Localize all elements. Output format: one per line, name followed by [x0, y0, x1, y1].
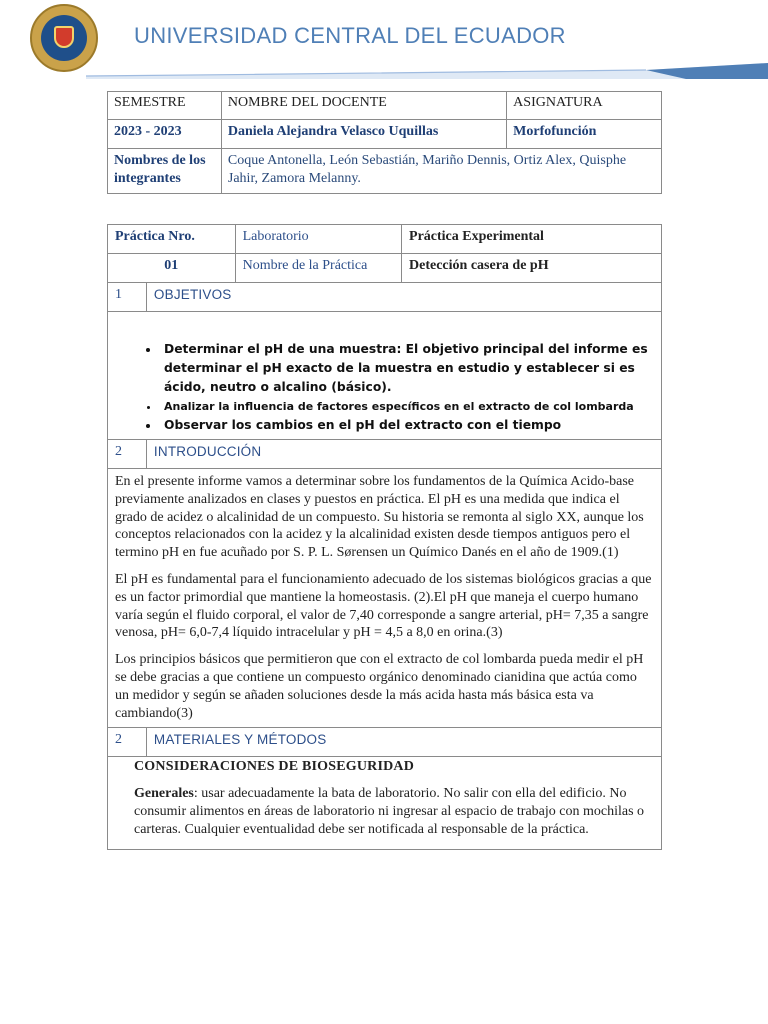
objetivos-list [114, 340, 655, 435]
document-header [0, 0, 768, 80]
generales-label: Generales [134, 786, 194, 802]
university-name: UNIVERSIDAD CENTRAL DEL ECUADOR [134, 23, 566, 48]
header-docente: NOMBRE DEL DOCENTE [221, 92, 506, 120]
intro-paragraph: Los principios básicos que permitieron que con el extracto de col lombarda pueda medir el pH se debe gracias a que contiene un compuesto orgánico denominado cianidina que actúa como un medidor y según se añaden soluciones desde la más acida hasta más básica esta va cambiando(3) [115, 652, 644, 721]
practice-table [107, 224, 662, 850]
members-label: Nombres de los integrantes [108, 149, 222, 194]
members-list: Coque Antonella, León Sebastián, Mariño Dennis, Ortiz Alex, Quisphe Jahir, Zamora Melanny. [221, 149, 661, 194]
intro-paragraph: En el presente informe vamos a determinar sobre los fundamentos de la Química Acido-base previamente analizados en clases y puestos en práctica. El pH es una medida que indica el grado de acidez o alcalinidad de un compuesto. Su historia se remonta al siglo XX, aunque los conceptos relacionados con la acidez y la alcalinidad existen desde tiempos antiguos pero el termino pH en fue acuñado por S. P. L. Sørensen un Químico Danés en el año de 1909.(1) [115, 474, 644, 561]
info-table [107, 91, 662, 194]
section-introduccion-title: INTRODUCCIÓN [146, 440, 661, 469]
nombre-practica-label: Nombre de la Práctica [235, 254, 401, 283]
nombre-practica-value: Detección casera de pH [402, 254, 662, 283]
materiales-content [108, 757, 662, 849]
section-materiales-number: 2 [108, 728, 147, 757]
generales-paragraph [134, 785, 653, 838]
list-item: • Analizar la influencia de factores específicos en el extracto de col lombarda [160, 397, 655, 416]
list-item: • Determinar el pH de una muestra: El objetivo principal del informe es determinar el pH exacto de la muestra en estudio y establecer si es ácido, neutro o alcalino (básico). [160, 340, 655, 397]
objetivos-content [108, 312, 662, 440]
value-docente: Daniela Alejandra Velasco Uquillas [221, 120, 506, 149]
practica-label: Práctica Nro. [108, 225, 236, 254]
header-semestre: SEMESTRE [108, 92, 222, 120]
value-asignatura: Morfofunción [507, 120, 662, 149]
list-item: • Observar los cambios en el pH del extracto con el tiempo [160, 416, 655, 435]
practica-value: 01 [108, 254, 236, 283]
section-objetivos-number: 1 [108, 283, 147, 312]
laboratorio-label: Laboratorio [235, 225, 401, 254]
introduccion-content [108, 469, 662, 728]
generales-text: : usar adecuadamente la bata de laboratorio. No salir con ella del edificio. No consumir alimentos en áreas de laboratorio ni ingresar al espacio de trabajo con mochilas o carteras. Cualquier eventualidad debe ser notificada al responsable de la práctica. [134, 786, 645, 837]
section-materiales-title: MATERIALES Y MÉTODOS [146, 728, 661, 757]
section-objetivos-title: OBJETIVOS [146, 283, 661, 312]
university-seal-icon [30, 4, 98, 72]
section-introduccion-number: 2 [108, 440, 147, 469]
header-asignatura: ASIGNATURA [507, 92, 662, 120]
laboratorio-value: Práctica Experimental [402, 225, 662, 254]
bioseguridad-title: CONSIDERACIONES DE BIOSEGURIDAD [134, 759, 415, 775]
header-decorative-band [86, 63, 768, 79]
value-semestre: 2023 - 2023 [108, 120, 222, 149]
intro-paragraph: El pH es fundamental para el funcionamiento adecuado de los sistemas biológicos gracias a que es un factor primordial que mantiene la homeostasis. (2).El pH que maneja el cuerpo humano varía según el fluido corporal, el valor de 7,40 corresponde a sangre arterial, pH= 7,35 a sangre venosa, pH= 6,0-7,4 líquido intracelular y pH = 4,5 a 8,0 en orina.(3) [115, 571, 652, 641]
